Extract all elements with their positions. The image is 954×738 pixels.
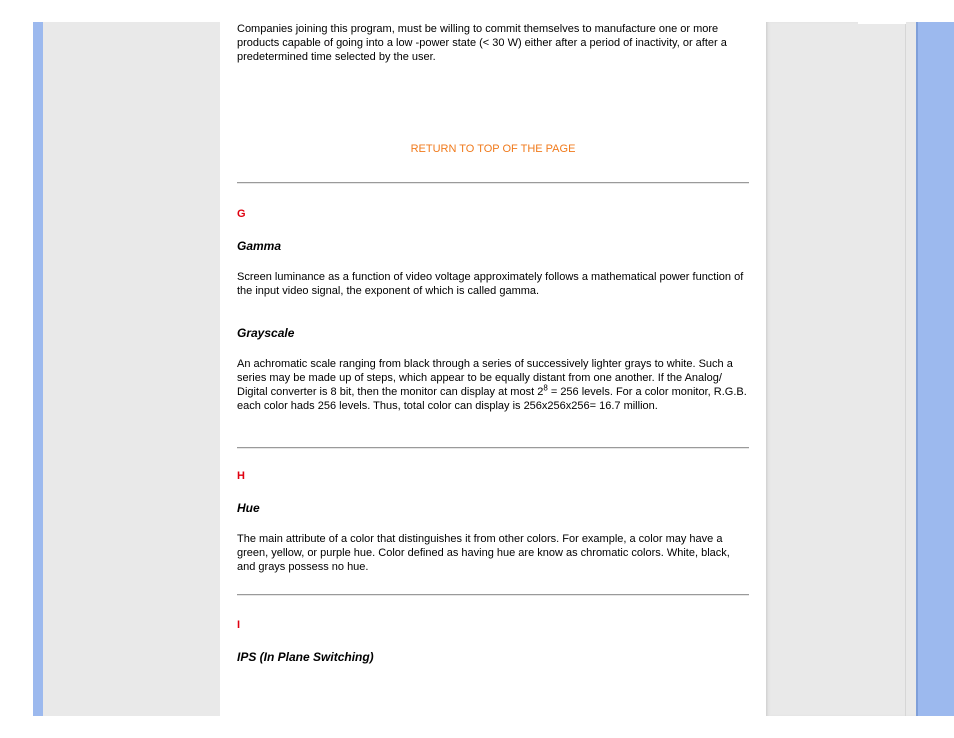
- divider: [237, 182, 749, 184]
- right-sidebar-notch: [858, 20, 906, 24]
- term-hue: Hue: [237, 501, 260, 515]
- section-letter-g: G: [237, 208, 246, 220]
- main-content: [220, 22, 766, 716]
- left-sidebar: [43, 22, 220, 716]
- section-letter-i: I: [237, 619, 241, 631]
- grayscale-superscript: 8: [543, 383, 548, 393]
- intro-paragraph: Companies joining this program, must be willing to commit themselves to manufacture one or more products capable of going into a low -power state (< 30 W) either after a period of inactivity, or after a predetermined time selected by the user.: [237, 23, 727, 63]
- left-frame-stripe: [33, 22, 43, 716]
- right-sidebar: [766, 22, 916, 716]
- content-column: [237, 22, 749, 664]
- return-to-top-link[interactable]: RETURN TO TOP OF THE PAGE: [410, 143, 576, 155]
- grayscale-text-1: An achromatic scale ranging from black through a series of successively lighter grays to white. Such a series may be made up of steps, which appear to be equally distant from one another. If the Analog/ Digital converter is 8 bit, then the monitor can display at most 2: [237, 358, 733, 398]
- divider: [237, 594, 749, 596]
- divider: [237, 447, 749, 449]
- term-gamma: Gamma: [237, 239, 282, 253]
- right-frame-stripe: [916, 22, 954, 716]
- grayscale-definition: [237, 357, 749, 413]
- section-letter-h: H: [237, 470, 245, 482]
- gamma-definition: Screen luminance as a function of video voltage approximately follows a mathematical power function of the input video signal, the exponent of which is called gamma.: [237, 271, 744, 297]
- term-ips: IPS (In Plane Switching): [237, 650, 374, 664]
- grayscale-text-2: = 256 levels. For a color monitor, R.G.B. each color hads 256 levels. Thus, total color can display is 256x256x256= 16.7 million.: [237, 386, 747, 412]
- right-sidebar-edge: [905, 22, 906, 716]
- hue-definition: The main attribute of a color that distinguishes it from other colors. For example, a color may have a green, yellow, or purple hue. Color defined as having hue are know as chromatic colors. White, black, and grays possess no hue.: [237, 533, 730, 573]
- term-grayscale: Grayscale: [237, 326, 295, 340]
